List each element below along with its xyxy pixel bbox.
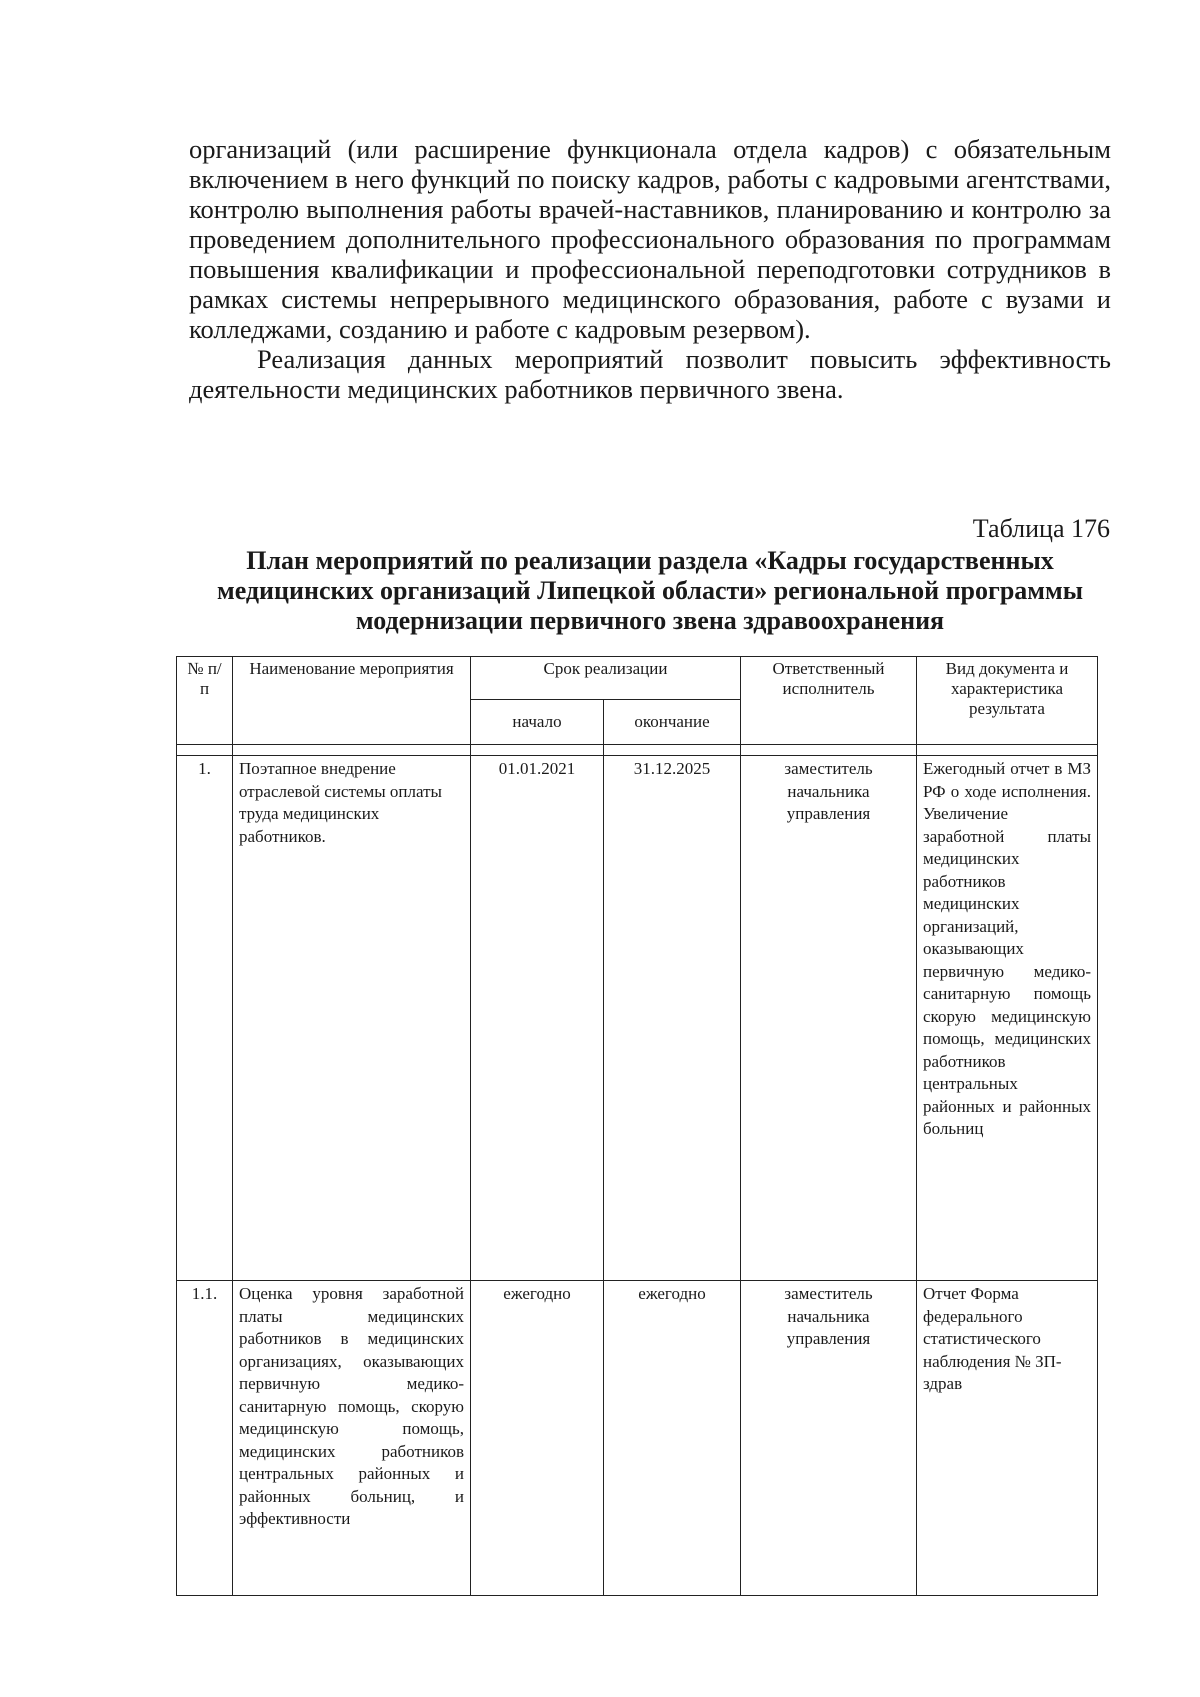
table-title: План мероприятий по реализации раздела «Кадры государственных медицинских организаций Липецкой области» региональной программы модернизации первичного звена здравоохранения [216,546,1084,635]
row-name: Оценка уровня заработной платы медицинских работников в медицинских организациях, оказывающих первичную медико-санитарную помощь, скорую медицинскую помощь, медицинских работников центральных районных и районных больниц, и эффективности [233,1281,471,1596]
row-start: 01.01.2021 [471,756,604,1281]
header-end: окончание [604,700,741,745]
table-row [177,1281,1098,1596]
intro-paragraph-2: Реализация данных мероприятий позволит повысить эффективность деятельности медицинских работников первичного звена. [189,344,1111,404]
row-end: ежегодно [604,1281,741,1596]
row-responsible: заместитель начальника управления [741,1281,917,1596]
header-name: Наименование мероприятия [233,657,471,745]
row-result: Отчет Форма федерального статистического наблюдения № ЗП-здрав [917,1281,1098,1596]
header-responsible: Ответственный исполнитель [741,657,917,745]
table-spacer-row [177,745,1098,756]
intro-paragraph-1: организаций (или расширение функционала отдела кадров) с обязательным включением в него функций по поиску кадров, работы с кадровыми агентствами, контролю выполнения работы врачей-наставников, планированию и контролю за проведением дополнительного профессионального образования по программам повышения квалификации и профессиональной переподготовки сотрудников в рамках системы непрерывного медицинского образования, работе с вузами и колледжами, созданию и работе с кадровым резервом). [189,134,1111,344]
table-row [177,756,1098,1281]
intro-text [189,134,1111,404]
row-start: ежегодно [471,1281,604,1596]
row-num: 1. [177,756,233,1281]
header-num: № п/п [177,657,233,745]
table-number: Таблица 176 [972,514,1110,543]
header-start: начало [471,700,604,745]
row-end: 31.12.2025 [604,756,741,1281]
header-period: Срок реализации [471,657,741,700]
row-result: Ежегодный отчет в МЗ РФ о ходе исполнения. Увеличение заработной платы медицинских работников медицинских организаций, оказывающих первичную медико-санитарную помощь скорую медицинскую помощь, медицинских работников центральных районных и районных больниц [917,756,1098,1281]
action-plan-table [176,656,1098,1596]
table-header-row [177,657,1098,700]
header-document: Вид документа и характеристика результата [917,657,1098,745]
row-responsible: заместитель начальника управления [741,756,917,1281]
row-name: Поэтапное внедрение отраслевой системы оплаты труда медицинских работников. [233,756,471,1281]
row-num: 1.1. [177,1281,233,1596]
